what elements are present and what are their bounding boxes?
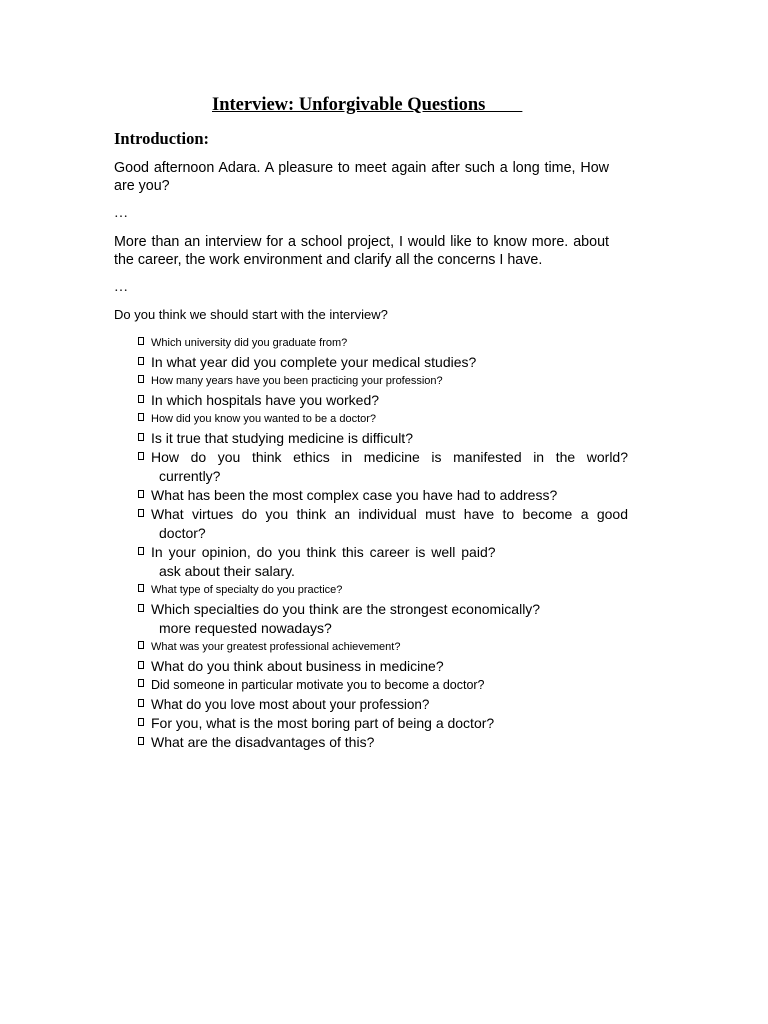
bullet-box-icon: [138, 679, 144, 687]
question-continuation: currently?: [159, 468, 221, 484]
bullet-box-icon: [138, 375, 144, 383]
bullet-box-icon: [138, 737, 144, 745]
question-text: In your opinion, do you think this career is well paid?: [151, 544, 496, 560]
question-text: How many years have you been practicing your profession?: [151, 375, 443, 387]
list-item: [138, 429, 628, 448]
lead-question: Do you think we should start with the interview?: [114, 307, 388, 322]
bullet-box-icon: [138, 641, 144, 649]
list-item: [138, 334, 628, 353]
question-text: In what year did you complete your medical studies?: [151, 354, 477, 370]
list-item: [138, 581, 628, 600]
question-text: What has been the most complex case you have had to address?: [151, 487, 558, 503]
question-text: For you, what is the most boring part of being a doctor?: [151, 715, 495, 731]
bullet-box-icon: [138, 718, 144, 726]
bullet-box-icon: [138, 357, 144, 365]
question-continuation: more requested nowadays?: [159, 620, 332, 636]
question-text: In which hospitals have you worked?: [151, 392, 380, 408]
list-item: [138, 391, 628, 410]
question-text: What virtues do you think an individual must have to become a good: [151, 506, 628, 522]
list-item: [138, 372, 628, 391]
question-text: Which university did you graduate from?: [151, 337, 348, 349]
list-item: [138, 600, 628, 638]
list-item: [138, 543, 628, 581]
question-text: How did you know you wanted to be a doctor?: [151, 413, 377, 425]
list-item: [138, 695, 628, 714]
bullet-box-icon: [138, 604, 144, 612]
question-text: How do you think ethics in medicine is manifested in the world?: [151, 449, 628, 465]
list-item: [138, 676, 628, 695]
question-text: Is it true that studying medicine is difficult?: [151, 430, 413, 446]
list-item: [138, 486, 628, 505]
bullet-box-icon: [138, 547, 144, 555]
list-item: [138, 410, 628, 429]
question-text: What type of specialty do you practice?: [151, 584, 343, 596]
bullet-box-icon: [138, 413, 144, 421]
ellipsis: …: [114, 280, 128, 295]
ellipsis: …: [114, 206, 128, 221]
bullet-box-icon: [138, 395, 144, 403]
question-text: Did someone in particular motivate you to become a doctor?: [151, 678, 485, 692]
list-item: [138, 733, 628, 752]
purpose-paragraph: More than an interview for a school project, I would like to know more. about the career, the work environment and clarify all the concerns I have.: [114, 234, 609, 268]
intro-heading: Introduction:: [114, 129, 210, 148]
bullet-box-icon: [138, 699, 144, 707]
question-text: Which specialties do you think are the strongest economically?: [151, 601, 541, 617]
bullet-box-icon: [138, 509, 144, 517]
bullet-box-icon: [138, 337, 144, 345]
list-item: [138, 448, 628, 486]
list-item: [138, 714, 628, 733]
greeting-paragraph: Good afternoon Adara. A pleasure to meet again after such a long time, How are you?: [114, 160, 609, 194]
list-item: [138, 505, 628, 543]
question-continuation: ask about their salary.: [159, 563, 295, 579]
question-text: What was your greatest professional achievement?: [151, 641, 401, 653]
question-continuation: doctor?: [159, 525, 206, 541]
bullet-box-icon: [138, 661, 144, 669]
question-list: [138, 334, 628, 752]
list-item: [138, 657, 628, 676]
list-item: [138, 353, 628, 372]
bullet-box-icon: [138, 433, 144, 441]
document-title: Interview: Unforgivable Questions: [212, 95, 523, 115]
question-text: What are the disadvantages of this?: [151, 734, 375, 750]
bullet-box-icon: [138, 452, 144, 460]
bullet-box-icon: [138, 490, 144, 498]
list-item: [138, 638, 628, 657]
bullet-box-icon: [138, 584, 144, 592]
question-text: What do you love most about your profession?: [151, 697, 430, 712]
question-text: What do you think about business in medicine?: [151, 658, 444, 674]
